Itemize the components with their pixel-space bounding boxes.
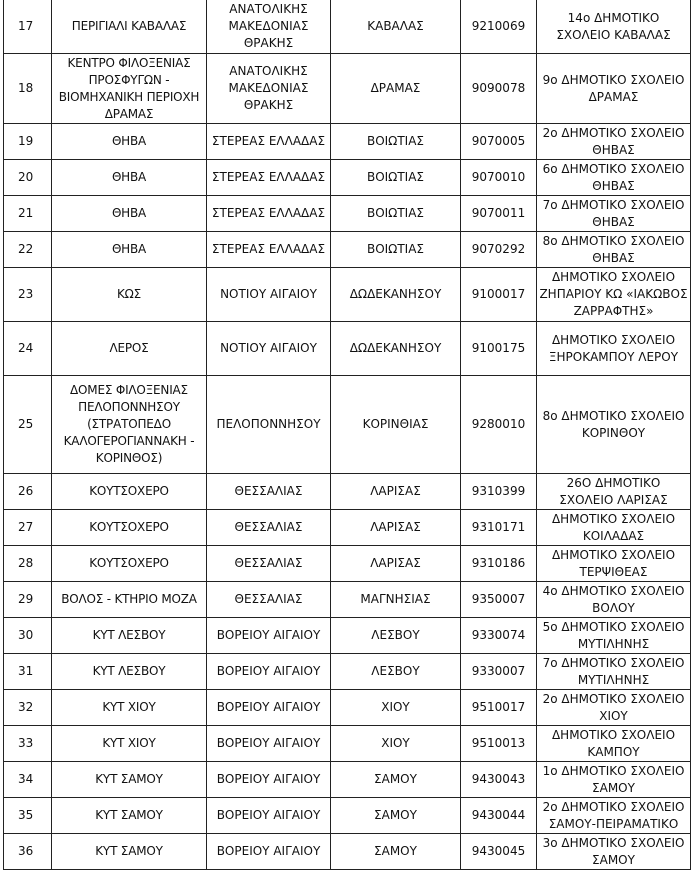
row-number: 18 (4, 54, 52, 124)
row-number: 29 (4, 582, 52, 618)
location-cell: ΚΥΤ ΣΑΜΟΥ (52, 834, 207, 870)
region-cell: ΝΟΤΙΟΥ ΑΙΓΑΙΟΥ (207, 322, 331, 376)
row-number: 22 (4, 232, 52, 268)
prefecture-cell: ΒΟΙΩΤΙΑΣ (331, 124, 461, 160)
table-row (4, 546, 691, 582)
school-name-cell: 9ο ΔΗΜΟΤΙΚΟ ΣΧΟΛΕΙΟ ΔΡΑΜΑΣ (537, 54, 691, 124)
location-cell: ΚΟΥΤΣΟΧΕΡΟ (52, 546, 207, 582)
table-row (4, 618, 691, 654)
row-number: 30 (4, 618, 52, 654)
prefecture-cell: ΔΩΔΕΚΑΝΗΣΟΥ (331, 322, 461, 376)
school-code-cell: 9070005 (461, 124, 537, 160)
school-name-cell: 7ο ΔΗΜΟΤΙΚΟ ΣΧΟΛΕΙΟ ΘΗΒΑΣ (537, 196, 691, 232)
school-code-cell: 9310171 (461, 510, 537, 546)
row-number: 24 (4, 322, 52, 376)
prefecture-cell: ΛΕΣΒΟΥ (331, 654, 461, 690)
prefecture-cell: ΧΙΟΥ (331, 726, 461, 762)
row-number: 19 (4, 124, 52, 160)
school-code-cell: 9510013 (461, 726, 537, 762)
table-row (4, 690, 691, 726)
region-cell: ΒΟΡΕΙΟΥ ΑΙΓΑΙΟΥ (207, 618, 331, 654)
location-cell: ΘΗΒΑ (52, 232, 207, 268)
school-code-cell: 9100175 (461, 322, 537, 376)
school-name-cell: 2ο ΔΗΜΟΤΙΚΟ ΣΧΟΛΕΙΟ ΘΗΒΑΣ (537, 124, 691, 160)
table-row (4, 196, 691, 232)
prefecture-cell: ΣΑΜΟΥ (331, 762, 461, 798)
location-cell: ΚΥΤ ΣΑΜΟΥ (52, 798, 207, 834)
region-cell: ΣΤΕΡΕΑΣ ΕΛΛΑΔΑΣ (207, 160, 331, 196)
region-cell: ΑΝΑΤΟΛΙΚΗΣ ΜΑΚΕΔΟΝΙΑΣ ΘΡΑΚΗΣ (207, 54, 331, 124)
prefecture-cell: ΒΟΙΩΤΙΑΣ (331, 196, 461, 232)
location-cell: ΚΕΝΤΡΟ ΦΙΛΟΞΕΝΙΑΣ ΠΡΟΣΦΥΓΩΝ - ΒΙΟΜΗΧΑΝΙΚΗ ΠΕΡΙΟΧΗ ΔΡΑΜΑΣ (52, 54, 207, 124)
school-name-cell: ΔΗΜΟΤΙΚΟ ΣΧΟΛΕΙΟ ΚΟΙΛΑΔΑΣ (537, 510, 691, 546)
row-number: 34 (4, 762, 52, 798)
school-code-cell: 9210069 (461, 0, 537, 54)
row-number: 20 (4, 160, 52, 196)
prefecture-cell: ΣΑΜΟΥ (331, 798, 461, 834)
table-row (4, 654, 691, 690)
school-code-cell: 9430044 (461, 798, 537, 834)
school-name-cell: 2ο ΔΗΜΟΤΙΚΟ ΣΧΟΛΕΙΟ ΣΑΜΟΥ-ΠΕΙΡΑΜΑΤΙΚΟ (537, 798, 691, 834)
table-row (4, 54, 691, 124)
location-cell: ΘΗΒΑ (52, 124, 207, 160)
location-cell: ΚΩΣ (52, 268, 207, 322)
schools-table-body (4, 0, 691, 870)
school-name-cell: ΔΗΜΟΤΙΚΟ ΣΧΟΛΕΙΟ ΞΗΡΟΚΑΜΠΟΥ ΛΕΡΟΥ (537, 322, 691, 376)
row-number: 26 (4, 474, 52, 510)
table-row (4, 160, 691, 196)
row-number: 35 (4, 798, 52, 834)
table-row (4, 582, 691, 618)
school-name-cell: 3ο ΔΗΜΟΤΙΚΟ ΣΧΟΛΕΙΟ ΣΑΜΟΥ (537, 834, 691, 870)
table-row (4, 762, 691, 798)
location-cell: ΚΥΤ ΛΕΣΒΟΥ (52, 618, 207, 654)
prefecture-cell: ΒΟΙΩΤΙΑΣ (331, 160, 461, 196)
school-name-cell: 8ο ΔΗΜΟΤΙΚΟ ΣΧΟΛΕΙΟ ΘΗΒΑΣ (537, 232, 691, 268)
table-row (4, 834, 691, 870)
school-name-cell: 5ο ΔΗΜΟΤΙΚΟ ΣΧΟΛΕΙΟ ΜΥΤΙΛΗΝΗΣ (537, 618, 691, 654)
school-name-cell: ΔΗΜΟΤΙΚΟ ΣΧΟΛΕΙΟ ΖΗΠΑΡΙΟΥ ΚΩ «ΙΑΚΩΒΟΣ ΖΑΡΡΑΦΤΗΣ» (537, 268, 691, 322)
school-name-cell: 6ο ΔΗΜΟΤΙΚΟ ΣΧΟΛΕΙΟ ΘΗΒΑΣ (537, 160, 691, 196)
region-cell: ΑΝΑΤΟΛΙΚΗΣ ΜΑΚΕΔΟΝΙΑΣ ΘΡΑΚΗΣ (207, 0, 331, 54)
school-name-cell: 7ο ΔΗΜΟΤΙΚΟ ΣΧΟΛΕΙΟ ΜΥΤΙΛΗΝΗΣ (537, 654, 691, 690)
prefecture-cell: ΒΟΙΩΤΙΑΣ (331, 232, 461, 268)
prefecture-cell: ΔΡΑΜΑΣ (331, 54, 461, 124)
row-number: 21 (4, 196, 52, 232)
region-cell: ΠΕΛΟΠΟΝΝΗΣΟΥ (207, 376, 331, 474)
region-cell: ΣΤΕΡΕΑΣ ΕΛΛΑΔΑΣ (207, 232, 331, 268)
region-cell: ΣΤΕΡΕΑΣ ΕΛΛΑΔΑΣ (207, 124, 331, 160)
location-cell: ΚΥΤ ΣΑΜΟΥ (52, 762, 207, 798)
school-name-cell: 2ο ΔΗΜΟΤΙΚΟ ΣΧΟΛΕΙΟ ΧΙΟΥ (537, 690, 691, 726)
region-cell: ΒΟΡΕΙΟΥ ΑΙΓΑΙΟΥ (207, 834, 331, 870)
row-number: 33 (4, 726, 52, 762)
prefecture-cell: ΧΙΟΥ (331, 690, 461, 726)
row-number: 17 (4, 0, 52, 54)
table-row (4, 0, 691, 54)
region-cell: ΒΟΡΕΙΟΥ ΑΙΓΑΙΟΥ (207, 798, 331, 834)
table-row (4, 510, 691, 546)
schools-table (3, 0, 691, 870)
region-cell: ΒΟΡΕΙΟΥ ΑΙΓΑΙΟΥ (207, 762, 331, 798)
region-cell: ΣΤΕΡΕΑΣ ΕΛΛΑΔΑΣ (207, 196, 331, 232)
school-code-cell: 9100017 (461, 268, 537, 322)
prefecture-cell: ΛΑΡΙΣΑΣ (331, 474, 461, 510)
location-cell: ΚΥΤ ΧΙΟΥ (52, 726, 207, 762)
table-row (4, 474, 691, 510)
location-cell: ΚΥΤ ΧΙΟΥ (52, 690, 207, 726)
school-name-cell: 8ο ΔΗΜΟΤΙΚΟ ΣΧΟΛΕΙΟ ΚΟΡΙΝΘΟΥ (537, 376, 691, 474)
table-row (4, 376, 691, 474)
location-cell: ΚΟΥΤΣΟΧΕΡΟ (52, 474, 207, 510)
prefecture-cell: ΚΑΒΑΛΑΣ (331, 0, 461, 54)
region-cell: ΘΕΣΣΑΛΙΑΣ (207, 510, 331, 546)
table-row (4, 124, 691, 160)
location-cell: ΘΗΒΑ (52, 196, 207, 232)
school-name-cell: ΔΗΜΟΤΙΚΟ ΣΧΟΛΕΙΟ ΤΕΡΨΙΘΕΑΣ (537, 546, 691, 582)
school-code-cell: 9430043 (461, 762, 537, 798)
location-cell: ΔΟΜΕΣ ΦΙΛΟΞΕΝΙΑΣ ΠΕΛΟΠΟΝΝΗΣΟΥ (ΣΤΡΑΤΟΠΕΔΟ ΚΑΛΟΓΕΡΟΓΙΑΝΝΑΚΗ - ΚΟΡΙΝΘΟΣ) (52, 376, 207, 474)
row-number: 32 (4, 690, 52, 726)
school-code-cell: 9090078 (461, 54, 537, 124)
location-cell: ΛΕΡΟΣ (52, 322, 207, 376)
location-cell: ΚΟΥΤΣΟΧΕΡΟ (52, 510, 207, 546)
school-name-cell: 26Ο ΔΗΜΟΤΙΚΟ ΣΧΟΛΕΙΟ ΛΑΡΙΣΑΣ (537, 474, 691, 510)
prefecture-cell: ΔΩΔΕΚΑΝΗΣΟΥ (331, 268, 461, 322)
school-name-cell: 1ο ΔΗΜΟΤΙΚΟ ΣΧΟΛΕΙΟ ΣΑΜΟΥ (537, 762, 691, 798)
location-cell: ΚΥΤ ΛΕΣΒΟΥ (52, 654, 207, 690)
region-cell: ΒΟΡΕΙΟΥ ΑΙΓΑΙΟΥ (207, 726, 331, 762)
school-code-cell: 9070292 (461, 232, 537, 268)
region-cell: ΒΟΡΕΙΟΥ ΑΙΓΑΙΟΥ (207, 654, 331, 690)
row-number: 25 (4, 376, 52, 474)
school-code-cell: 9350007 (461, 582, 537, 618)
row-number: 28 (4, 546, 52, 582)
prefecture-cell: ΚΟΡΙΝΘΙΑΣ (331, 376, 461, 474)
region-cell: ΒΟΡΕΙΟΥ ΑΙΓΑΙΟΥ (207, 690, 331, 726)
school-code-cell: 9310399 (461, 474, 537, 510)
school-code-cell: 9070011 (461, 196, 537, 232)
school-name-cell: ΔΗΜΟΤΙΚΟ ΣΧΟΛΕΙΟ ΚΑΜΠΟΥ (537, 726, 691, 762)
prefecture-cell: ΛΑΡΙΣΑΣ (331, 546, 461, 582)
prefecture-cell: ΜΑΓΝΗΣΙΑΣ (331, 582, 461, 618)
school-name-cell: 14ο ΔΗΜΟΤΙΚΟ ΣΧΟΛΕΙΟ ΚΑΒΑΛΑΣ (537, 0, 691, 54)
table-row (4, 322, 691, 376)
prefecture-cell: ΣΑΜΟΥ (331, 834, 461, 870)
region-cell: ΘΕΣΣΑΛΙΑΣ (207, 546, 331, 582)
table-row (4, 726, 691, 762)
row-number: 23 (4, 268, 52, 322)
school-code-cell: 9510017 (461, 690, 537, 726)
table-row (4, 268, 691, 322)
school-code-cell: 9330007 (461, 654, 537, 690)
school-code-cell: 9280010 (461, 376, 537, 474)
location-cell: ΠΕΡΙΓΙΑΛΙ ΚΑΒΑΛΑΣ (52, 0, 207, 54)
region-cell: ΘΕΣΣΑΛΙΑΣ (207, 474, 331, 510)
school-code-cell: 9330074 (461, 618, 537, 654)
school-name-cell: 4ο ΔΗΜΟΤΙΚΟ ΣΧΟΛΕΙΟ ΒΟΛΟΥ (537, 582, 691, 618)
region-cell: ΝΟΤΙΟΥ ΑΙΓΑΙΟΥ (207, 268, 331, 322)
table-row (4, 798, 691, 834)
school-code-cell: 9310186 (461, 546, 537, 582)
prefecture-cell: ΛΕΣΒΟΥ (331, 618, 461, 654)
location-cell: ΒΟΛΟΣ - ΚΤΗΡΙΟ ΜΟΖΑ (52, 582, 207, 618)
prefecture-cell: ΛΑΡΙΣΑΣ (331, 510, 461, 546)
table-row (4, 232, 691, 268)
region-cell: ΘΕΣΣΑΛΙΑΣ (207, 582, 331, 618)
row-number: 31 (4, 654, 52, 690)
school-code-cell: 9430045 (461, 834, 537, 870)
row-number: 27 (4, 510, 52, 546)
location-cell: ΘΗΒΑ (52, 160, 207, 196)
row-number: 36 (4, 834, 52, 870)
school-code-cell: 9070010 (461, 160, 537, 196)
